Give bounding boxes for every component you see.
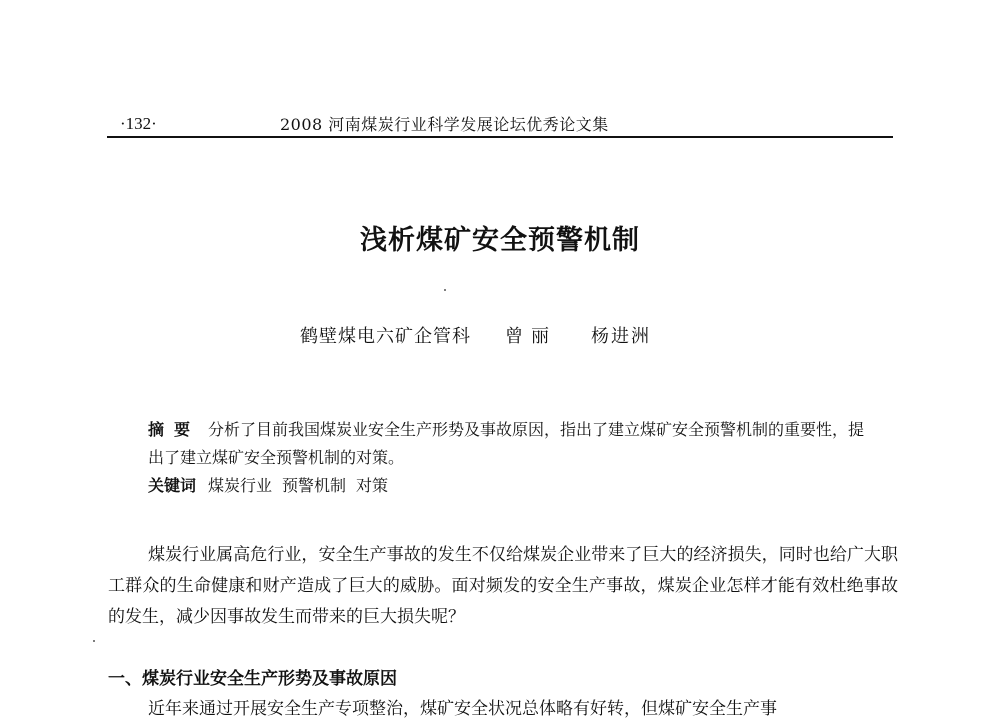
keywords-label: 关键词 <box>148 476 197 495</box>
keyword-1: 煤炭行业 <box>208 476 273 495</box>
author-2: 杨进洲 <box>591 326 651 347</box>
abstract-text: 分析了目前我国煤炭业安全生产形势及事故原因，指出了建立煤矿安全预警机制的重要性，提出了建立煤矿安全预警机制的对策。 <box>148 420 865 467</box>
header-rule <box>107 136 893 138</box>
abstract-text-block <box>148 416 868 472</box>
abstract-label: 摘要 <box>148 420 201 439</box>
abstract-block <box>148 416 868 500</box>
intro-paragraph: 煤炭行业属高危行业，安全生产事故的发生不仅给煤炭企业带来了巨大的经济损失，同时也给广大职工群众的生命健康和财产造成了巨大的威胁。面对频发的安全生产事故，煤炭企业怎样才能有效杜绝事故的发生，减少因事故发生而带来的巨大损失呢？ <box>108 545 898 627</box>
author-1: 曾丽 <box>505 326 557 347</box>
keyword-3: 对策 <box>356 476 389 495</box>
keyword-2: 预警机制 <box>282 476 347 495</box>
section-1-heading: 一、煤炭行业安全生产形势及事故原因 <box>108 669 397 689</box>
page-number: ·132· <box>120 114 157 133</box>
section-1-paragraph: 近年来通过开展安全生产专项整治，煤矿安全状况总体略有好转，但煤矿安全生产事 <box>148 699 777 719</box>
scan-speck <box>93 640 95 642</box>
article-title: 浅析煤矿安全预警机制 <box>360 225 640 256</box>
scan-speck <box>444 289 446 291</box>
affiliation: 鹤壁煤电六矿企管科 <box>300 326 471 347</box>
byline <box>300 322 720 348</box>
keywords-line <box>148 472 868 500</box>
running-header-title: 2008 河南煤炭行业科学发展论坛优秀论文集 <box>280 115 609 134</box>
